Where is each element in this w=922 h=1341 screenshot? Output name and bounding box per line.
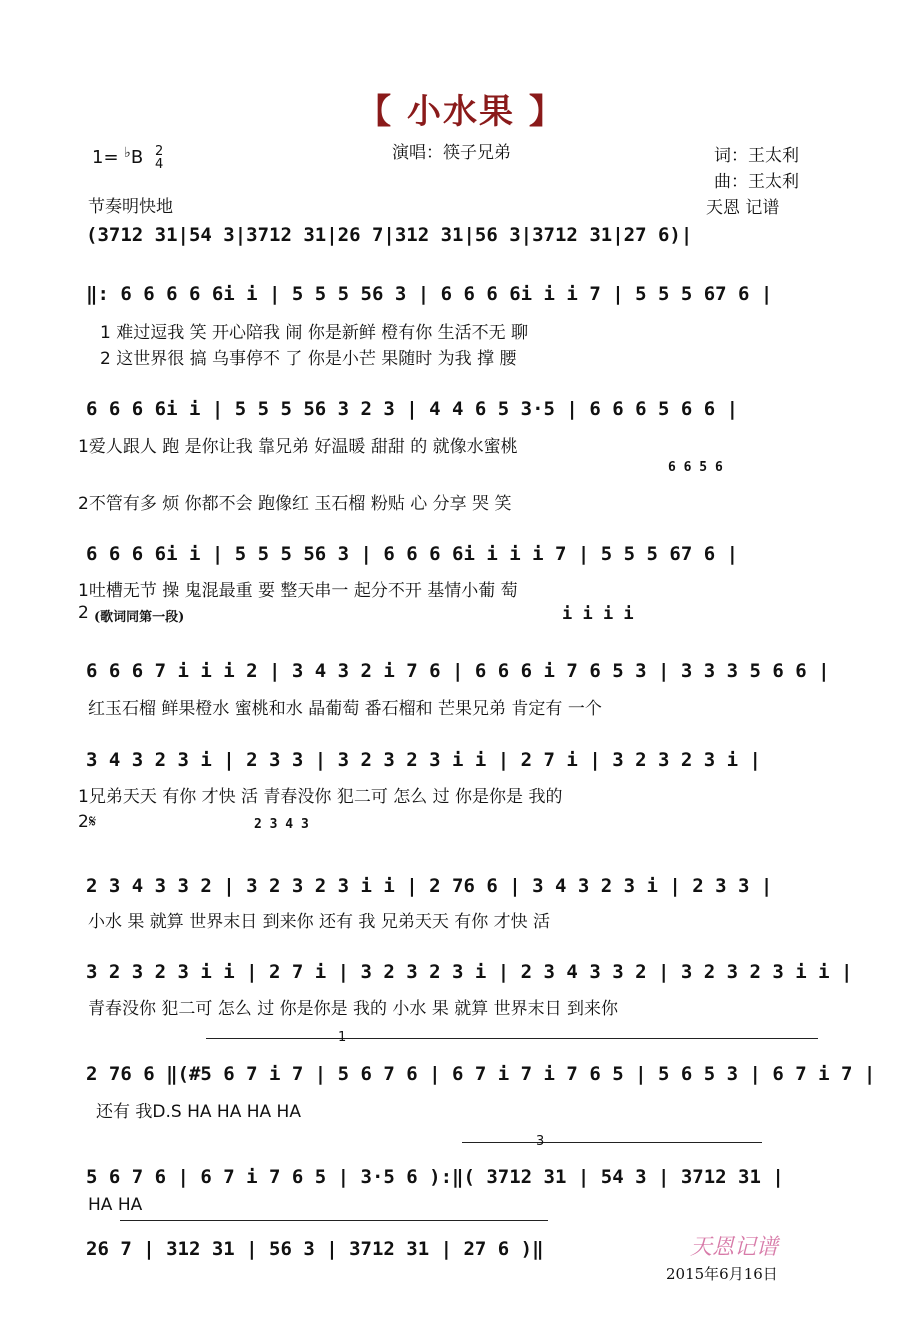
verse-line-2-lyric-1: 1爱人跟人 跑 是你让我 靠兄弟 好温暖 甜甜 的 就像水蜜桃 — [78, 437, 518, 457]
verse-line-1-lyric-2: 2 这世界很 搞 乌事停不 了 你是小芒 果随时 为我 撑 腰 — [100, 349, 517, 369]
transcription-date: 2015年6月16日 — [666, 1265, 778, 1283]
ending-line-1-notes: 2 76 6 ‖(#5 6 7 i 7 | 5 6 7 6 | 6 7 i 7 i 7 6 5 | 5 6 5 3 | 6 7 i 7 | — [86, 1063, 876, 1085]
song-title: 【 小水果 】 — [357, 92, 565, 132]
outro-notes: 26 7 | 312 31 | 56 3 | 3712 31 | 27 6 )‖ — [86, 1238, 544, 1260]
intro-notes: (3712 31|54 3|3712 31|26 7|312 31|56 3|3712 31|27 6)| — [86, 224, 693, 246]
verse-line-3-lyric-2: 2 — [78, 603, 89, 623]
verse-line-3-lyric-1: 1吐槽无节 操 鬼混最重 要 整天串一 起分不开 基情小葡 萄 — [78, 581, 518, 601]
flat-sign: ♭ — [124, 145, 131, 161]
key-note: B — [130, 147, 144, 168]
verse-line-2-notes: 6 6 6 6i i | 5 5 5 56 3 2 3 | 4 4 6 5 3·5 | 6 6 6 5 6 6 | — [86, 398, 739, 420]
volta-3-label: 3 — [536, 1134, 545, 1149]
chorus-line-3-notes: 3 2 3 2 3 i i | 2 7 i | 3 2 3 2 3 i | 2 3 4 3 3 2 | 3 2 3 2 3 i i | — [86, 961, 853, 983]
final-bracket — [120, 1220, 548, 1221]
verse-line-3-notes: 6 6 6 6i i | 5 5 5 56 3 | 6 6 6 6i i i i 7 | 5 5 5 67 6 | — [86, 543, 739, 565]
chorus-line-1-notes: 3 4 3 2 3 i | 2 3 3 | 3 2 3 2 3 i i | 2 7 i | 3 2 3 2 3 i | — [86, 749, 761, 771]
transcriber-credit: 天恩 记谱 — [706, 198, 780, 218]
verse-line-4-notes: 6 6 6 7 i i i 2 | 3 4 3 2 i 7 6 | 6 6 6 i 7 6 5 3 | 3 3 3 5 6 6 | — [86, 660, 830, 682]
chorus-line-1-alt-notes: 2 3 4 3 — [254, 817, 309, 832]
verse-line-1-notes: ‖: 6 6 6 6 6i i | 5 5 5 56 3 | 6 6 6 6i i i 7 | 5 5 5 67 6 | — [86, 283, 773, 305]
ending-line-1-lyric-1: 还有 我D.S HA HA HA HA — [96, 1102, 301, 1122]
ending-line-2-notes: 5 6 7 6 | 6 7 i 7 6 5 | 3·5 6 ):‖( 3712 31 | 54 3 | 3712 31 | — [86, 1166, 784, 1188]
key-prefix: 1= — [92, 147, 119, 168]
time-top: 2 — [154, 144, 164, 159]
singer-credit: 演唱：筷子兄弟 — [392, 143, 511, 163]
verse-line-2-alt-notes: 6 6 5 6 — [668, 460, 723, 475]
same-lyrics-note: (歌词同第一段) — [94, 610, 185, 625]
verse-line-4-lyric-1: 红玉石榴 鲜果橙水 蜜桃和水 晶葡萄 番石榴和 芒果兄弟 肯定有 一个 — [88, 699, 602, 719]
time-signature — [155, 145, 163, 171]
ending-line-2-lyric-1: HA HA — [88, 1195, 143, 1215]
chorus-line-3-lyric-1: 青春没你 犯二可 怎么 过 你是你是 我的 小水 果 就算 世界末日 到来你 — [88, 999, 619, 1019]
key-signature — [92, 145, 163, 171]
tempo-marking: 节奏明快地 — [88, 197, 173, 217]
volta-1-bracket — [206, 1038, 818, 1039]
transcriber-signature: 天恩记谱 — [690, 1235, 779, 1260]
verse-line-3-alt-notes: i i i i — [562, 604, 634, 624]
verse-line-2-lyric-2: 2不管有多 烦 你都不会 跑像红 玉石榴 粉贴 心 分享 哭 笑 — [78, 494, 512, 514]
composer-credit: 曲：王太利 — [714, 172, 799, 192]
chorus-line-2-lyric-1: 小水 果 就算 世界末日 到来你 还有 我 兄弟天天 有你 才快 活 — [88, 912, 551, 932]
chorus-line-1-lyric-1: 1兄弟天天 有你 才快 活 青春没你 犯二可 怎么 过 你是你是 我的 — [78, 787, 563, 807]
chorus-line-2-notes: 2 3 4 3 3 2 | 3 2 3 2 3 i i | 2 76 6 | 3 4 3 2 3 i | 2 3 3 | — [86, 875, 773, 897]
verse-line-1-lyric-1: 1 难过逗我 笑 开心陪我 闹 你是新鲜 橙有你 生活不无 聊 — [100, 323, 529, 343]
segno-marker: 2𝄋 — [78, 812, 97, 832]
volta-1-label: 1 — [338, 1030, 347, 1045]
time-bottom: 4 — [154, 157, 164, 172]
lyricist-credit: 词：王太利 — [714, 146, 799, 166]
volta-3-bracket — [462, 1142, 762, 1143]
